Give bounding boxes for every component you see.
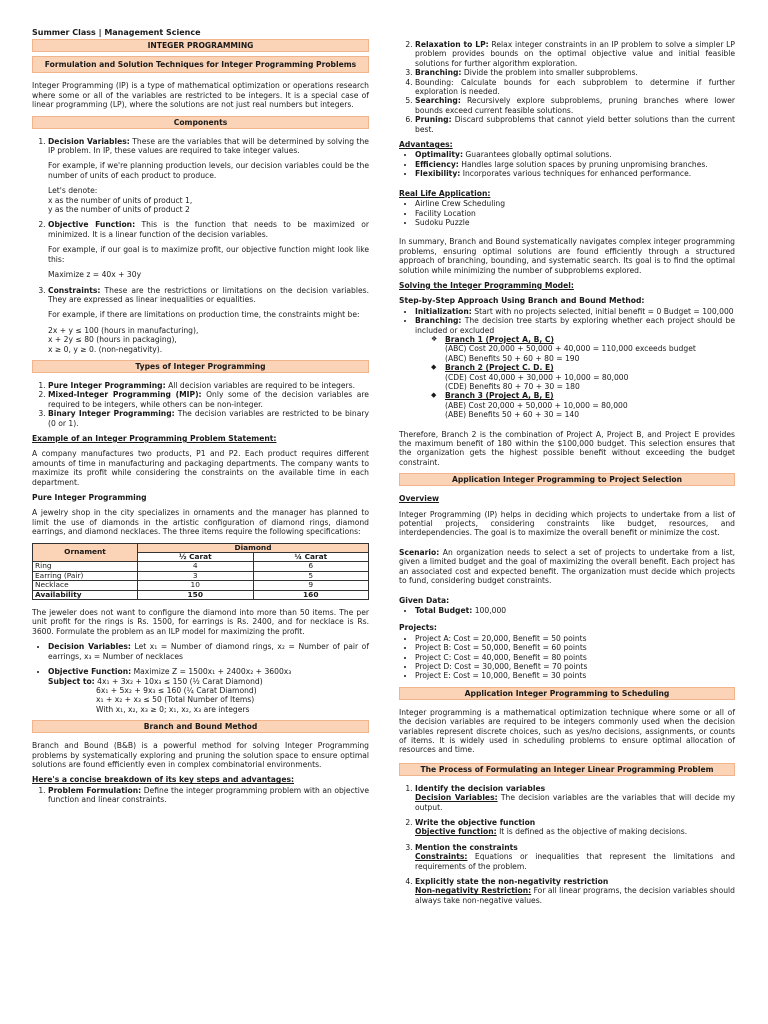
component-term: Constraints: — [48, 285, 101, 295]
table-header-ornament: Ornament — [33, 543, 138, 562]
solving-heading: Solving the Integer Programming Model: — [399, 280, 574, 290]
bb-step — [415, 40, 735, 68]
branch-benefit: (CDE) Benefits 80 + 70 + 30 = 180 — [445, 382, 580, 391]
project-item: • Project B: Cost = 50,000, Benefit = 60 points — [415, 643, 735, 652]
type-text: Only some of the decision variables are required to be integers, while others can be non-integer. — [48, 390, 369, 409]
table-header-quarter-carat: ¼ Carat — [253, 553, 369, 562]
advantage-text: Incorporates various techniques for enhanced performance. — [462, 169, 692, 179]
table-cell: 3 — [138, 571, 254, 580]
bb-step-text: Discard subproblems that cannot yield better solutions than the current best. — [415, 115, 735, 134]
solving-term: Initialization: — [415, 306, 472, 316]
scenario-term: Scenario: — [399, 547, 440, 557]
bb-step-text: Recursively explore subproblems, pruning branches where lower bounds exceed current feasible solutions. — [415, 96, 735, 115]
solving-text: Start with no projects selected, initial benefit = 0 Budget = 100,000 — [474, 306, 734, 316]
bb-paragraph: Branch and Bound (B&B) is a powerful method for solving Integer Programming problems by systematically exploring and pruning the solution space to ensure optimal solutions are found efficiently even in complex combinatorial environments. — [32, 741, 369, 769]
component-line: x ≥ 0, y ≥ 0. (non-negativity). — [48, 344, 163, 354]
solving-text: The decision tree starts by exploring whether each project should be included or excluded — [415, 316, 735, 335]
bb-steps-list-left — [32, 786, 369, 805]
projects-heading: Projects: — [399, 623, 437, 633]
branch-item — [431, 335, 735, 363]
type-item — [48, 381, 369, 390]
branch-title: ◆ Branch 2 (Project C. D. E) — [445, 363, 554, 373]
real-life-item: • Sudoku Puzzle — [415, 218, 735, 227]
advantage-term: Efficiency: — [415, 159, 459, 169]
bb-step-text: Relax integer constraints in an IP problem to solve a simpler LP problem provides bounds on the optimal objective value and initial feasible solutions for further algorithm exploration. — [415, 40, 735, 68]
table-header-diamond: Diamond — [138, 543, 369, 552]
process-step-title: 4. Explicitly state the non-negativity restriction — [415, 877, 609, 887]
process-step-text: The decision variables are the variables that will decide my output. — [415, 793, 735, 812]
type-term: Mixed-Integer Programming (MIP): — [48, 390, 202, 400]
model-list — [32, 642, 369, 714]
bb-step — [415, 68, 735, 77]
advantage-item — [415, 169, 735, 178]
model-constraint: x₁ + x₂ + x₃ ≤ 50 (Total Number of Items) — [96, 695, 255, 705]
component-text: These are the variables that will be determined by solving the IP problem. In IP, these values are required to take integer values. — [48, 136, 369, 156]
project-item: • Project E: Cost = 10,000, Benefit = 30 points — [415, 671, 735, 680]
advantage-text: Guarantees globally optimal solutions. — [465, 150, 612, 160]
overview-paragraph: Integer Programming (IP) helps in deciding which projects to undertake from a list of potential projects, considering constraints like budget, resources, and interdependencies. The goal is to maximize the overall benefit or minimize the cost. — [399, 509, 735, 538]
solving-conclusion: Therefore, Branch 2 is the combination of Project A, Project B, and Project E provides the maximum benefit of 180 within the $100,000 budget. This selection ensures that the organization gets the highest possible benefit without exceeding the budget constraint. — [399, 429, 735, 467]
table-cell: 9 — [253, 581, 369, 590]
process-step-title: 1. Identify the decision variables — [415, 783, 546, 793]
real-life-item: • Airline Crew Scheduling — [415, 199, 735, 208]
selection-heading: Application Integer Programming to Project Selection — [399, 473, 735, 486]
table-cell: Availability — [33, 590, 138, 599]
project-item: • Project A: Cost = 20,000, Benefit = 50 points — [415, 634, 735, 643]
table-cell: 160 — [253, 590, 369, 599]
model-constraint: 4x₁ + 3x₂ + 10x₃ ≤ 150 (½ Carat Diamond) — [97, 676, 263, 686]
table-cell: Necklace — [33, 581, 138, 590]
component-lines — [48, 326, 369, 354]
project-item: • Project C: Cost = 40,000, Benefit = 80 points — [415, 653, 735, 662]
bb-step-text: Divide the problem into smaller subproblems. — [463, 68, 638, 78]
solving-item — [415, 307, 735, 316]
process-step-term: Decision Variables: — [415, 793, 498, 803]
budget-value: 100,000 — [474, 605, 507, 615]
branch-item — [431, 391, 735, 419]
process-step-text: It is defined as the objective of making decisions. — [499, 827, 688, 837]
process-step-title: 2. Write the objective function — [415, 818, 536, 827]
solving-list — [399, 307, 735, 420]
branch-item — [431, 363, 735, 391]
process-step-term: Objective function: — [415, 827, 497, 837]
table-cell: 4 — [138, 562, 254, 571]
bb-step-term: Relaxation to LP: — [415, 40, 489, 49]
bb-summary: In summary, Branch and Bound systematically navigates complex integer programming problems, ensuring optimal solutions are found efficiently through a structured approach of branching, bounding, and systematic search. Its goal is to find the optimal solution while minimizing the number of subproblems explored. — [399, 237, 735, 275]
projects-list — [399, 634, 735, 681]
type-item — [48, 409, 369, 428]
process-step-title: 3. Mention the constraints — [415, 842, 518, 852]
scheduling-heading: Application Integer Programming to Scheduling — [399, 687, 735, 700]
table-row — [33, 571, 369, 580]
branches-list — [415, 335, 735, 420]
process-step — [415, 877, 735, 905]
bb-step-text: Define the integer programming problem with an objective function and linear constraints. — [48, 785, 370, 805]
step-approach-heading: Step-by-Step Approach Using Branch and Bound Method: — [399, 296, 645, 306]
scenario-text: An organization needs to select a set of projects to undertake from a list, given a limited budget and the goal of maximizing the overall benefit. Each project has an associated cost and expected benefit. The organization must decide which projects to fund, considering budget constraints. — [399, 547, 735, 586]
model-term: Decision Variables: — [48, 642, 131, 652]
types-list — [32, 381, 369, 428]
components-heading: Components — [32, 116, 369, 129]
course-header: Summer Class | Management Science — [32, 28, 201, 37]
table-header-half-carat: ½ Carat — [138, 553, 254, 562]
component-example: For example, if our goal is to maximize profit, our objective function might look like this: — [48, 245, 369, 264]
bb-step-term: Problem Formulation: — [48, 785, 142, 795]
table-row — [33, 562, 369, 571]
bb-step-term: Searching: — [415, 96, 461, 106]
component-text: This is the function that needs to be maximized or minimized. It is a linear function of the decision variables. — [48, 220, 370, 239]
process-step-text: For all linear programs, the decision variables should always take non-negative values. — [415, 886, 735, 905]
process-step — [415, 843, 735, 871]
bb-step — [415, 96, 735, 115]
type-term: Binary Integer Programming: — [48, 409, 175, 419]
branch-cost: (CDE) Cost 40,000 + 30,000 + 10,000 = 80,000 — [445, 372, 629, 382]
component-item — [48, 137, 369, 215]
component-item — [48, 220, 369, 279]
branch-title: ◆ Branch 3 (Project A, B, E) — [445, 391, 554, 401]
bb-step — [48, 786, 369, 805]
left-column — [32, 28, 369, 811]
process-step-term: Constraints: — [415, 852, 468, 862]
bb-steps-list-right — [399, 40, 735, 134]
table-row — [33, 590, 369, 599]
diamond-table — [32, 543, 369, 600]
table-cell: 6 — [253, 562, 369, 571]
table-row — [33, 581, 369, 590]
example-heading: Example of an Integer Programming Problem Statement: — [32, 433, 277, 443]
overview-heading: Overview — [399, 494, 440, 504]
process-step-term: Non-negativity Restriction: — [415, 886, 532, 896]
right-column — [399, 40, 735, 911]
component-example: For example, if there are limitations on production time, the constraints might be: — [48, 310, 360, 320]
solving-term: Branching: — [415, 316, 462, 326]
advantages-heading: Advantages: — [399, 140, 453, 150]
model-constraint: With x₁, x₂, x₃ ≥ 0; x₁, x₂, x₃ are integers — [96, 704, 250, 714]
advantage-term: Flexibility: — [415, 169, 461, 179]
model-item — [48, 642, 369, 661]
types-heading: Types of Integer Programming — [32, 360, 369, 373]
bb-step-term: Branching: — [415, 68, 462, 78]
table-cell: Ring — [33, 562, 138, 571]
model-text: Let x₁ = Number of diamond rings, x₂ = Number of pair of earrings, x₃ = Number of necklaces — [48, 642, 369, 661]
example-paragraph: A company manufactures two products, P1 and P2. Each product requires different amounts of time in manufacturing and packaging departments. The company wants to maximize its profit while considering the constraints on the available time in each department. — [32, 449, 369, 487]
model-constraint: 6x₁ + 5x₂ + 9x₃ ≤ 160 (¼ Carat Diamond) — [96, 685, 257, 695]
advantage-item — [415, 160, 735, 169]
advantage-item — [415, 150, 735, 159]
type-item — [48, 390, 369, 409]
model-term: Objective Function: — [48, 667, 132, 677]
process-list — [399, 784, 735, 905]
branch-cost: (ABC) Cost 20,000 + 50,000 + 40,000 = 110,000 exceeds budget — [445, 344, 696, 354]
branch-cost: (ABE) Cost 20,000 + 50,000 + 10,000 = 80,000 — [445, 400, 628, 410]
type-text: All decision variables are required to be integers. — [168, 380, 356, 390]
type-term: Pure Integer Programming: — [48, 380, 166, 390]
model-text: Maximize Z = 1500x₁ + 2400x₂ + 3600x₃ — [133, 667, 292, 677]
advantage-text: Handles large solution spaces by pruning unpromising branches. — [461, 159, 708, 169]
component-text: These are the restrictions or limitations on the decision variables. They are expressed as linear inequalities or equalities. — [48, 285, 369, 304]
table-cell: Earring (Pair) — [33, 571, 138, 580]
advantage-term: Optimality: — [415, 150, 463, 160]
real-life-heading: Real Life Application: — [399, 188, 491, 198]
component-line: x + 2y ≤ 80 (hours in packaging), — [48, 335, 177, 345]
process-step — [415, 818, 735, 837]
bb-heading: Branch and Bound Method — [32, 720, 369, 733]
component-lines — [48, 186, 369, 214]
real-life-list — [399, 199, 735, 227]
budget-term: Total Budget: — [415, 605, 473, 615]
real-life-item: • Facility Location — [415, 209, 735, 218]
bb-step-term: Bounding: — [415, 77, 454, 87]
page-title: INTEGER PROGRAMMING — [32, 39, 369, 52]
project-item: • Project D: Cost = 30,000, Benefit = 70 points — [415, 662, 735, 671]
bb-breakdown-heading: Here's a concise breakdown of its key steps and advantages: — [32, 775, 295, 785]
table-cell: 5 — [253, 571, 369, 580]
jeweler-paragraph: The jeweler does not want to configure the diamond into more than 50 items. The per unit profit for the rings is Rs. 1500, for earrings is Rs. 2400, and for necklace is Rs. 3600. Formulate the problem as an ILP model for maximizing the profit. — [32, 608, 369, 636]
model-term: Subject to: — [48, 676, 95, 686]
branch-title: ❖ Branch 1 (Project A, B, C) — [445, 334, 554, 344]
bb-step-text: Calculate bounds for each subproblem to determine if further exploration is needed. — [415, 77, 735, 97]
components-list — [32, 137, 369, 354]
bb-step — [415, 115, 735, 134]
document-subtitle: Formulation and Solution Techniques for Integer Programming Problems — [32, 56, 369, 73]
type-text: The decision variables are restricted to be binary (0 or 1). — [48, 409, 369, 428]
table-cell: 10 — [138, 581, 254, 590]
given-list — [399, 606, 735, 615]
pure-heading: Pure Integer Programming — [32, 493, 147, 502]
component-line: Let's denote: — [48, 186, 98, 196]
branch-benefit: (ABC) Benefits 50 + 60 + 80 = 190 — [445, 353, 580, 363]
process-heading: The Process of Formulating an Integer Linear Programming Problem — [399, 763, 735, 776]
component-item — [48, 286, 369, 354]
process-step-text: Equations or inequalities that represent the limitations and requirements of the problem. — [415, 852, 735, 871]
component-term: Decision Variables: — [48, 136, 130, 146]
given-heading: Given Data: — [399, 595, 450, 605]
table-cell: 150 — [138, 590, 254, 599]
process-step — [415, 784, 735, 812]
bb-step-term: Pruning: — [415, 115, 452, 125]
component-example: For example, if we're planning production levels, our decision variables could be the number of units of each product to produce. — [48, 161, 369, 180]
component-line: Maximize z = 40x + 30y — [48, 270, 142, 280]
component-term: Objective Function: — [48, 220, 136, 230]
component-line: 2x + y ≤ 100 (hours in manufacturing), — [48, 325, 199, 335]
component-line: y as the number of units of product 2 — [48, 205, 190, 215]
bb-step — [415, 78, 735, 97]
pure-paragraph: A jewelry shop in the city specializes in ornaments and the manager has planned to limit the use of diamonds in the artistic configuration of diamond rings, diamond earrings, and diamond necklaces. The three items require the following specifications: — [32, 508, 369, 537]
component-line: x as the number of units of product 1, — [48, 195, 193, 205]
model-item — [48, 667, 369, 714]
advantages-list — [399, 150, 735, 178]
branch-benefit: (ABE) Benefits 50 + 60 + 30 = 140 — [445, 410, 580, 420]
scenario-paragraph — [399, 548, 735, 586]
budget-item — [415, 606, 735, 615]
scheduling-paragraph: Integer programming is a mathematical optimization technique where some or all of the decision variables are required to be integers commonly used when the decision variables represent discrete choices, such as yes/no decisions, assignments, or counts of items. It is widely used in scheduling problems to ensure optimal allocation of resources and time. — [399, 707, 735, 755]
intro-paragraph: Integer Programming (IP) is a type of mathematical optimization or operations research where some or all of the variables are restricted to be integers. It is a special case of linear programming (LP), where the solutions are not just real numbers but integers. — [32, 81, 369, 110]
solving-item — [415, 316, 735, 419]
